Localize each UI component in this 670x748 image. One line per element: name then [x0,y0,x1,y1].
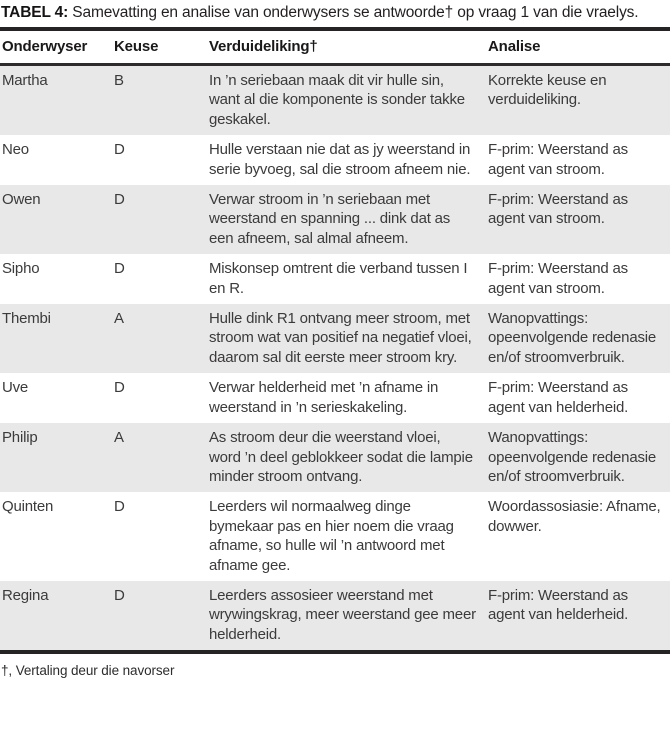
table-row-martha [0,65,670,136]
cell-keuse: D [114,191,125,209]
table-row-philip [0,423,670,492]
cell-onderwyser: Sipho [2,260,40,278]
table-row-uve [0,373,670,423]
cell-verduideliking: As stroom deur die weerstand vloei, word ’n deel geblokkeer sodat die lampie minder stroom ontvang. [209,429,473,485]
cell-analise: Korrekte keuse en verduideliking. [488,72,607,109]
cell-verduideliking: Verwar helderheid met ’n afname in weerstand in ’n serieskakeling. [209,379,439,416]
cell-onderwyser: Philip [2,429,38,447]
cell-onderwyser: Martha [2,72,48,89]
cell-keuse: A [114,310,124,328]
cell-keuse: D [114,141,125,159]
cell-onderwyser: Thembi [2,310,51,328]
cell-onderwyser: Uve [2,379,29,397]
cell-verduideliking: In ’n seriebaan maak dit vir hulle sin, want al die komponente is sonder takke geskakel. [209,72,465,128]
cell-keuse: D [114,586,125,604]
cell-verduideliking: Hulle dink R1 ontvang meer stroom, met stroom wat van positief na negatief vloei, daarom sal dit eerste meer stroom kry. [209,310,472,366]
cell-analise: Woordassosiasie: Afname, dowwer. [488,498,661,535]
cell-keuse: B [114,72,124,89]
cell-analise: F-prim: Weerstand as agent van helderheid. [488,586,629,624]
cell-verduideliking: Leerders wil normaalweg dinge bymekaar pas en hier noem die vraag afname, so hulle wil ’n antwoord met afname gee. [209,498,454,574]
cell-analise: F-prim: Weerstand as agent van stroom. [488,260,628,297]
cell-keuse: D [114,379,125,397]
table-row-owen [0,185,670,254]
cell-onderwyser: Neo [2,141,29,159]
table-row-thembi [0,304,670,373]
cell-keuse: D [114,498,125,516]
cell-onderwyser: Regina [2,586,49,604]
cell-verduideliking: Verwar stroom in ’n seriebaan met weerstand en spanning ... dink dat as een afneem, sal almal afneem. [209,191,451,247]
cell-keuse: A [114,429,124,447]
table-row-neo [0,135,670,185]
cell-verduideliking: Hulle verstaan nie dat as jy weerstand in serie byvoeg, sal die stroom afneem nie. [209,141,471,178]
cell-analise: Wanopvattings: opeenvolgende redenasie en/of stroomverbruik. [488,310,657,366]
table-caption [0,0,670,27]
results-table [0,31,670,654]
column-header-verduideliking: Verduideliking† [207,31,486,65]
cell-analise: F-prim: Weerstand as agent van stroom. [488,141,628,178]
column-header-keuse: Keuse [112,31,207,65]
cell-analise: Wanopvattings: opeenvolgende redenasie en/of stroomverbruik. [488,429,657,485]
table-row-quinten [0,492,670,581]
column-header-onderwyser: Onderwyser [0,31,112,65]
table-footnote: †, Vertaling deur die navorser [1,663,175,679]
column-header-analise: Analise [486,31,670,65]
cell-keuse: D [114,260,125,278]
cell-onderwyser: Owen [2,191,41,209]
cell-verduideliking: Leerders assosieer weerstand met wrywingskrag, meer weerstand gee meer helderheid. [209,586,476,643]
table-caption-label: TABEL 4: [1,4,69,21]
table-row-sipho [0,254,670,304]
cell-verduideliking: Miskonsep omtrent die verband tussen I en R. [209,260,468,297]
header-row [0,31,670,65]
table-row-regina [0,581,670,652]
cell-analise: F-prim: Weerstand as agent van stroom. [488,191,628,228]
cell-analise: F-prim: Weerstand as agent van helderheid. [488,379,629,416]
table-caption-text: Samevatting en analise van onderwysers se antwoorde† op vraag 1 van die vraelys. [68,4,639,21]
cell-onderwyser: Quinten [2,498,54,516]
